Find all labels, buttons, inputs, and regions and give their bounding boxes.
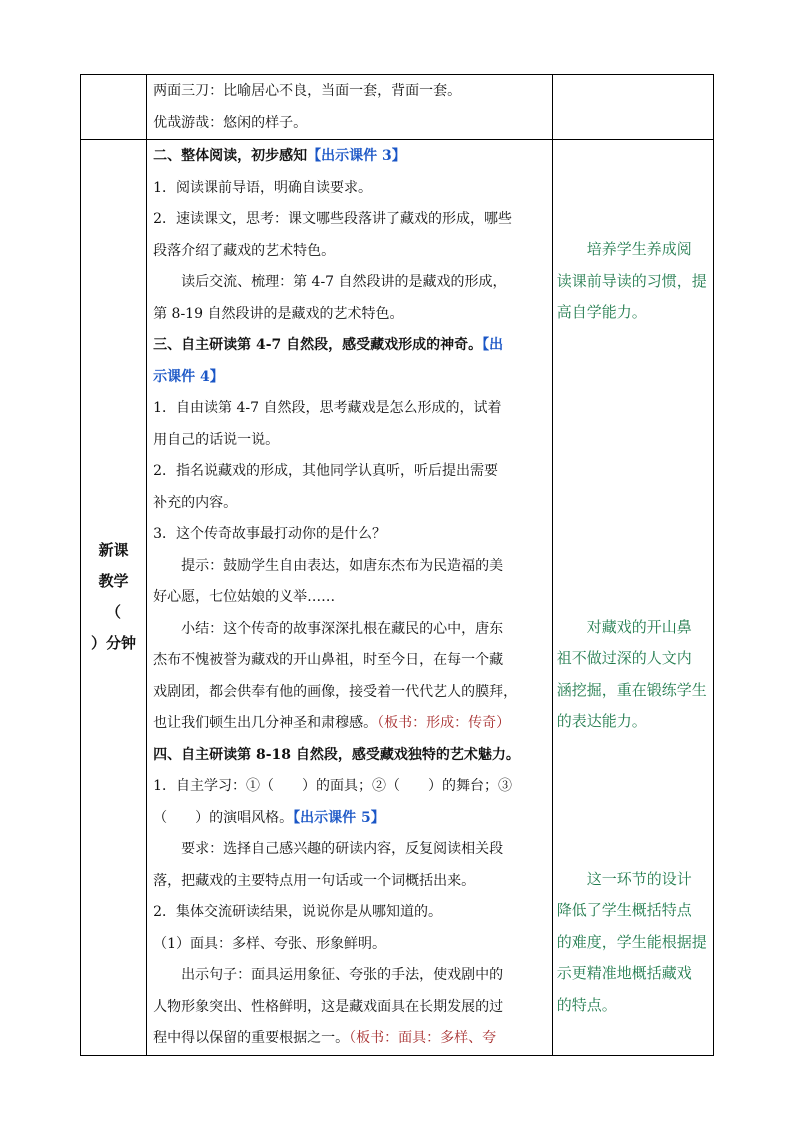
section3-conclusion-d: 也让我们顿生出几分神圣和肃穆感。（板书：形成：传奇） xyxy=(153,715,511,731)
section3-conclusion-a: 小结：这个传奇的故事深深扎根在藏民的心中，唐东 xyxy=(181,620,504,637)
note1-line-b: 读课前导读的习惯，提 xyxy=(556,271,707,290)
stage-label-cell xyxy=(81,140,147,1056)
section4-item2: 2．集体交流研读结果，说说你是从哪知道的。 xyxy=(153,904,442,920)
section4-requirement-b: 落，把藏戏的主要特点用一句话或一个词概括出来。 xyxy=(153,872,476,889)
section2-item2-b: 段落介绍了藏戏的艺术特色。 xyxy=(153,242,336,259)
courseware-5-tag: 【出示课件 5】 xyxy=(293,809,385,826)
section4-requirement-a: 要求：选择自己感兴趣的研读内容，反复阅读相关段 xyxy=(181,841,504,857)
vocab-line-1: 两面三刀：比喻居心不良，当面一套，背面一套。 xyxy=(153,83,462,99)
section4-sub1: （1）面具：多样、夸张、形象鲜明。 xyxy=(153,935,386,952)
section4-heading: 四、自主研读第 8-18 自然段，感受藏戏独特的艺术魅力。 xyxy=(153,746,520,763)
section4-item1-a: 1．自主学习：①（ ）的面具；②（ ）的舞台；③ xyxy=(153,778,512,794)
note2-line-c: 涵挖掘，重在锻练学生 xyxy=(556,680,707,699)
section4-sentence-b: 人物形象突出、性格鲜明，这是藏戏面具在长期发展的过 xyxy=(153,998,504,1015)
note1-line-a: 培养学生养成阅 xyxy=(586,240,692,258)
note2-line-a: 对藏戏的开山鼻 xyxy=(586,617,692,636)
section3-conclusion-b: 杰布不愧被誉为藏戏的开山鼻祖，时至今日，在每一个藏 xyxy=(153,652,504,668)
note3-line-a: 这一环节的设计 xyxy=(586,869,692,888)
section3-item1-a: 1．自由读第 4-7 自然段，思考藏戏是怎么形成的，试着 xyxy=(153,400,502,416)
new-lesson-row xyxy=(81,140,714,1056)
section3-hint-a: 提示：鼓励学生自由表达，如唐东杰布为民造福的美 xyxy=(181,557,504,574)
section3-conclusion-c: 戏剧团，都会供奉有他的画像，接受着一代代艺人的膜拜， xyxy=(153,683,518,700)
section4-item1-b: （ ）的演唱风格。【出示课件 5】 xyxy=(153,809,385,826)
board-note-formation: （板书：形成：传奇） xyxy=(377,715,511,731)
vocab-left-cell xyxy=(81,75,147,140)
section2-summary-b: 第 8-19 自然段讲的是藏戏的艺术特色。 xyxy=(153,305,404,322)
section4-sentence-a: 出示句子：面具运用象征、夸张的手法，使戏剧中的 xyxy=(181,967,504,983)
section3-heading: 三、自主研读第 4-7 自然段，感受藏戏形成的神奇。【出 xyxy=(153,337,504,353)
note3-line-c: 的难度，学生能根据提 xyxy=(556,932,707,951)
section4-sentence-c: 程中得以保留的重要根据之一。（板书：面具：多样、夸 xyxy=(153,1030,497,1046)
vocab-content-cell xyxy=(147,75,553,140)
section3-hint-b: 好心愿，七位姑娘的义举…… xyxy=(153,589,336,605)
note3-line-d: 示更精准地概括藏戏 xyxy=(556,964,692,982)
vocab-line-2: 优哉游哉：悠闲的样子。 xyxy=(153,114,308,131)
section3-item1-b: 用自己的话说一说。 xyxy=(153,431,280,448)
note2-line-b: 祖不做过深的人文内 xyxy=(556,649,692,667)
section2-item2-a: 2．速读课文，思考：课文哪些段落讲了藏戏的形成，哪些 xyxy=(153,211,512,227)
vocab-row xyxy=(81,75,714,140)
note3-line-b: 降低了学生概括特点 xyxy=(556,901,692,919)
section2-heading: 二、整体阅读，初步感知【出示课件 3】 xyxy=(153,148,406,164)
note1-line-c: 高自学能力。 xyxy=(556,303,647,321)
section3-item2-a: 2．指名说藏戏的形成，其他同学认真听，听后提出需要 xyxy=(153,463,498,479)
notes-column xyxy=(553,140,713,1021)
stage-label: 新课 教学 （ ）分钟 xyxy=(91,541,137,653)
teaching-content-cell xyxy=(147,140,553,1056)
note3-line-e: 的特点。 xyxy=(556,995,617,1014)
board-note-mask: （板书：面具：多样、夸 xyxy=(349,1030,497,1046)
section3-item3: 3．这个传奇故事最打动你的是什么？ xyxy=(153,526,386,542)
section3-item2-b: 补充的内容。 xyxy=(153,494,238,511)
note2-line-d: 的表达能力。 xyxy=(556,712,647,730)
lesson-plan-table xyxy=(80,74,714,1056)
section2-summary-a: 读后交流、梳理：第 4-7 自然段讲的是藏戏的形成， xyxy=(181,274,507,290)
section2-item1: 1．阅读课前导语，明确自读要求。 xyxy=(153,179,373,196)
vocab-note-cell xyxy=(552,75,713,140)
courseware-4-tag: 示课件 4】 xyxy=(153,368,224,385)
design-notes-cell xyxy=(552,140,713,1056)
courseware-3-tag: 【出示课件 3】 xyxy=(307,148,406,164)
